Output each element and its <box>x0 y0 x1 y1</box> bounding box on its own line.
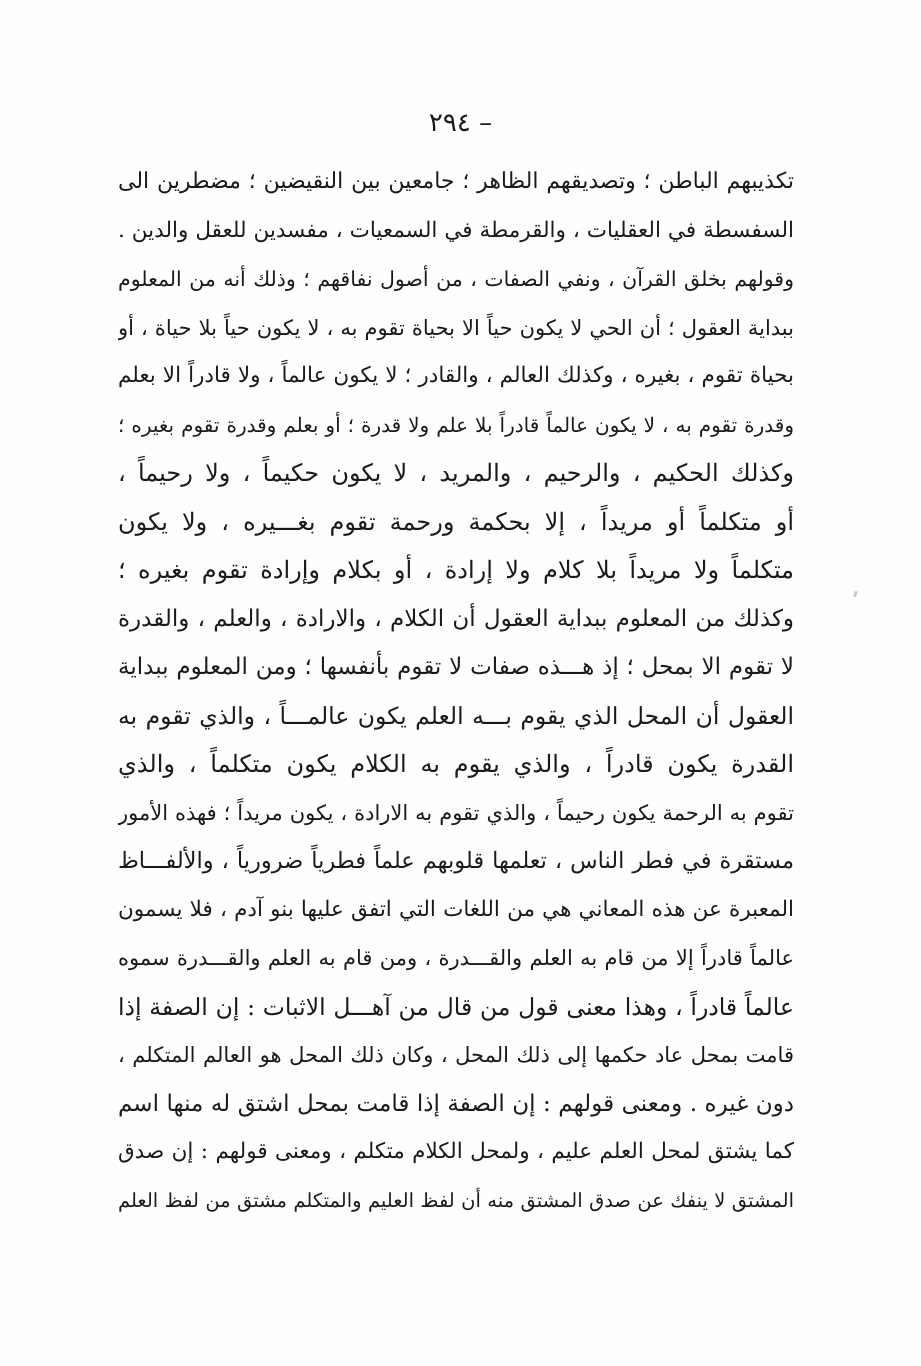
page-number: – ٢٩٤ <box>428 108 493 138</box>
text-line: وقولهم بخلق القرآن ، ونفي الصفات ، من أصول نفاقهم ؛ وذلك أنه من المعلوم <box>118 267 794 291</box>
text-line: وقدرة تقوم به ، لا يكون عالماً قادراً بلا علم ولا قدرة ؛ أو بعلم وقدرة تقوم بغيره ؛ <box>118 412 794 437</box>
text-line: المعبرة عن هذه المعاني هي من اللغات التي اتفق عليها بنو آدم ، فلا يسمون <box>118 896 794 922</box>
text-line: مستقرة في فطر الناس ، تعلمها قلوبهم علماً فطرياً ضرورياً ، والألفـــاظ <box>118 848 794 874</box>
page-body-text <box>118 158 794 1225</box>
text-line: السفسطة في العقليات ، والقرمطة في السمعيات ، مفسدين للعقل والدين . <box>118 217 794 243</box>
text-line: القدرة يكون قادراً ، والذي يقوم به الكلام يكون متكلماً ، والذي <box>118 750 794 778</box>
text-line: تكذيبهم الباطن ؛ وتصديقهم الظاهر ؛ جامعين بين النقيضين ؛ مضطرين الى <box>118 169 794 194</box>
text-line: ببداية العقول ؛ أن الحي لا يكون حياً الا بحياة تقوم به ، لا يكون حياً بلا حياة ، أو <box>118 315 794 340</box>
text-line: بحياة تقوم ، بغيره ، وكذلك العالم ، والقادر ؛ لا يكون عالماً ، ولا قادراً الا بعلم <box>118 363 794 388</box>
text-line: متكلماً ولا مريداً بلا كلام ولا إرادة ، أو بكلام وإرادة تقوم بغيره ؛ <box>118 556 794 584</box>
paper-speck <box>853 591 858 598</box>
text-line: وكذلك من المعلوم ببداية العقول أن الكلام ، والارادة ، والعلم ، والقدرة <box>118 605 794 632</box>
text-line: عالماً قادراً إلا من قام به العلم والقـــدرة ، ومن قام به العلم والقـــدرة سموه <box>118 946 794 970</box>
text-line: العقول أن المحل الذي يقوم بـــه العلم يكون عالمـــاً ، والذي تقوم به <box>118 701 794 730</box>
text-line: قامت بمحل عاد حكمها إلى ذلك المحل ، وكان ذلك المحل هو العالم المتكلم ، <box>118 1043 794 1067</box>
text-line: دون غيره . ومعنى قولهم : إن الصفة إذا قامت بمحل اشتق له منها اسم <box>118 1090 794 1117</box>
text-line: تقوم به الرحمة يكون رحيماً ، والذي تقوم به الارادة ، يكون مريداً ؛ فهذه الأمور <box>118 800 794 825</box>
text-line: عالماً قادراً ، وهذا معنى قول من قال من آهـــل الاثبات : إن الصفة إذا <box>118 992 794 1021</box>
text-line: أو متكلماً أو مريداً ، إلا بحكمة ورحمة تقوم بغـــيره ، ولا يكون <box>118 507 794 536</box>
text-line: المشتق لا ينفك عن صدق المشتق منه أن لفظ العليم والمتكلم مشتق من لفظ العلم <box>118 1188 794 1212</box>
text-line: وكذلك الحكيم ، والرحيم ، والمريد ، لا يكون حكيماً ، ولا رحيماً ، <box>118 459 794 487</box>
text-line: كما يشتق لمحل العلم عليم ، ولمحل الكلام متكلم ، ومعنى قولهم : إن صدق <box>118 1139 794 1164</box>
text-line: لا تقوم الا بمحل ؛ إذ هـــذه صفات لا تقوم بأنفسها ؛ ومن المعلوم ببداية <box>118 654 794 680</box>
